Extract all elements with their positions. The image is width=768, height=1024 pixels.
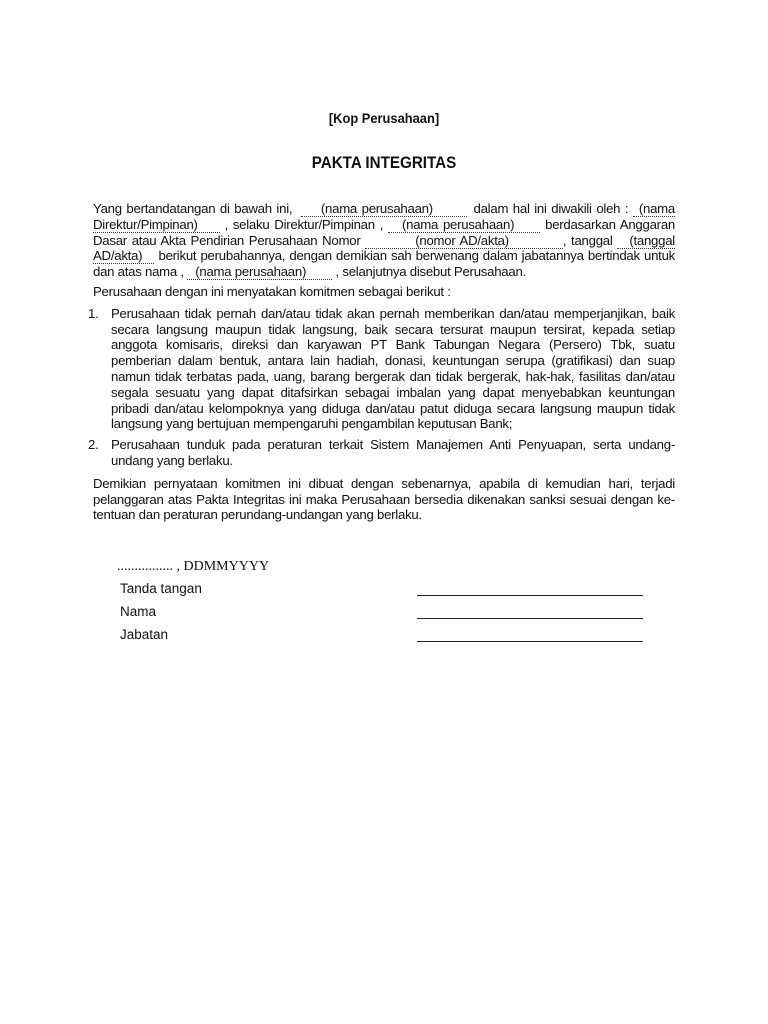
field-company-name: (nama perusahaan) <box>301 201 467 217</box>
name-line <box>417 618 643 619</box>
intro-text-4: berdasarkan Anggaran Dasar atau Akta Pendirian Perusahaan Nomor <box>93 216 675 248</box>
list-item <box>88 305 675 432</box>
intro-text-5: , tanggal <box>562 232 613 248</box>
document-title: PAKTA INTEGRITAS <box>311 154 457 172</box>
list-text: Perusahaan tunduk pada peraturan terkait Sistem Manajemen Anti Penyuapan, serta undang-undang yang berlaku. <box>111 437 675 468</box>
name-label: Nama <box>120 604 157 619</box>
name-row <box>117 604 657 627</box>
position-row <box>117 627 657 650</box>
letterhead-placeholder: [Kop Perusahaan] <box>328 110 440 126</box>
field-deed-date: (tanggal AD/akta) <box>93 232 675 264</box>
field-company-name-2: (nama perusahaan) <box>388 217 540 233</box>
statement-line: Perusahaan dengan ini menyatakan komitmen sebagai berikut : <box>93 283 451 299</box>
signature-block <box>117 559 657 650</box>
closing-paragraph: Demikian pernyataan komitmen ini dibuat dengan sebenarnya, apabila di kemudian hari, terjadi pelanggaran atas Pakta Integritas ini maka Perusahaan bersedia dikenakan sanksi sesuai dengan ke-tentuan dan peraturan perundang-undangan yang berlaku. <box>93 475 675 523</box>
position-line <box>417 641 643 642</box>
intro-text-2: dalam hal ini diwakili oleh : <box>473 201 629 216</box>
field-company-name-3: (nama perusahaan) <box>187 264 332 280</box>
list-item <box>88 437 675 469</box>
signature-line <box>417 595 643 596</box>
field-director-name: (nama Direktur/Pimpinan) <box>93 201 675 232</box>
place-date-line: ................ , DDMMYYYY <box>117 559 270 574</box>
signature-row <box>117 581 657 604</box>
commitment-list <box>88 305 675 469</box>
document-body <box>88 201 675 523</box>
intro-text-1: Yang bertandatangan di bawah ini, <box>93 201 293 216</box>
list-number: 2. <box>88 437 99 453</box>
intro-text-3: , selaku Direktur/Pimpinan , <box>224 216 384 232</box>
signature-label: Tanda tangan <box>120 581 202 596</box>
position-label: Jabatan <box>120 627 169 642</box>
field-deed-number: (nomor AD/akta) <box>365 233 563 249</box>
intro-text-6: berikut perubahannya, dengan demikian sah berwenang dalam jabatannya bertindak untuk dan atas nama , <box>93 248 675 280</box>
intro-paragraph <box>93 201 675 280</box>
list-number: 1. <box>88 305 99 321</box>
list-text: Perusahaan tidak pernah dan/atau tidak akan pernah memberikan dan/atau memperjanjikan, baik secara langsung maupun tidak langsung, baik secara tersurat maupun tersirat, kepada setiap anggota komisaris, direksi dan karyawan PT Bank Tabungan Negara (Persero) Tbk, suatu pemberian dalam bentuk, antara lain hadiah, donasi, keuntungan serupa (gratifikasi) dan suap namun tidak terbatas pada, uang, barang bergerak dan tidak bergerak, hak-hak, fasilitas dan/atau segala sesuatu yang dapat ditafsirkan sebagai imbalan yang dapat menyebabkan keuntungan pribadi dan/atau kelompoknya yang diduga dan/atau patut diduga secara langsung maupun tidak langsung yang bertujuan mempengaruhi pengambilan keputusan Bank; <box>111 305 675 432</box>
intro-text-7: , selanjutnya disebut Perusahaan. <box>335 264 526 280</box>
